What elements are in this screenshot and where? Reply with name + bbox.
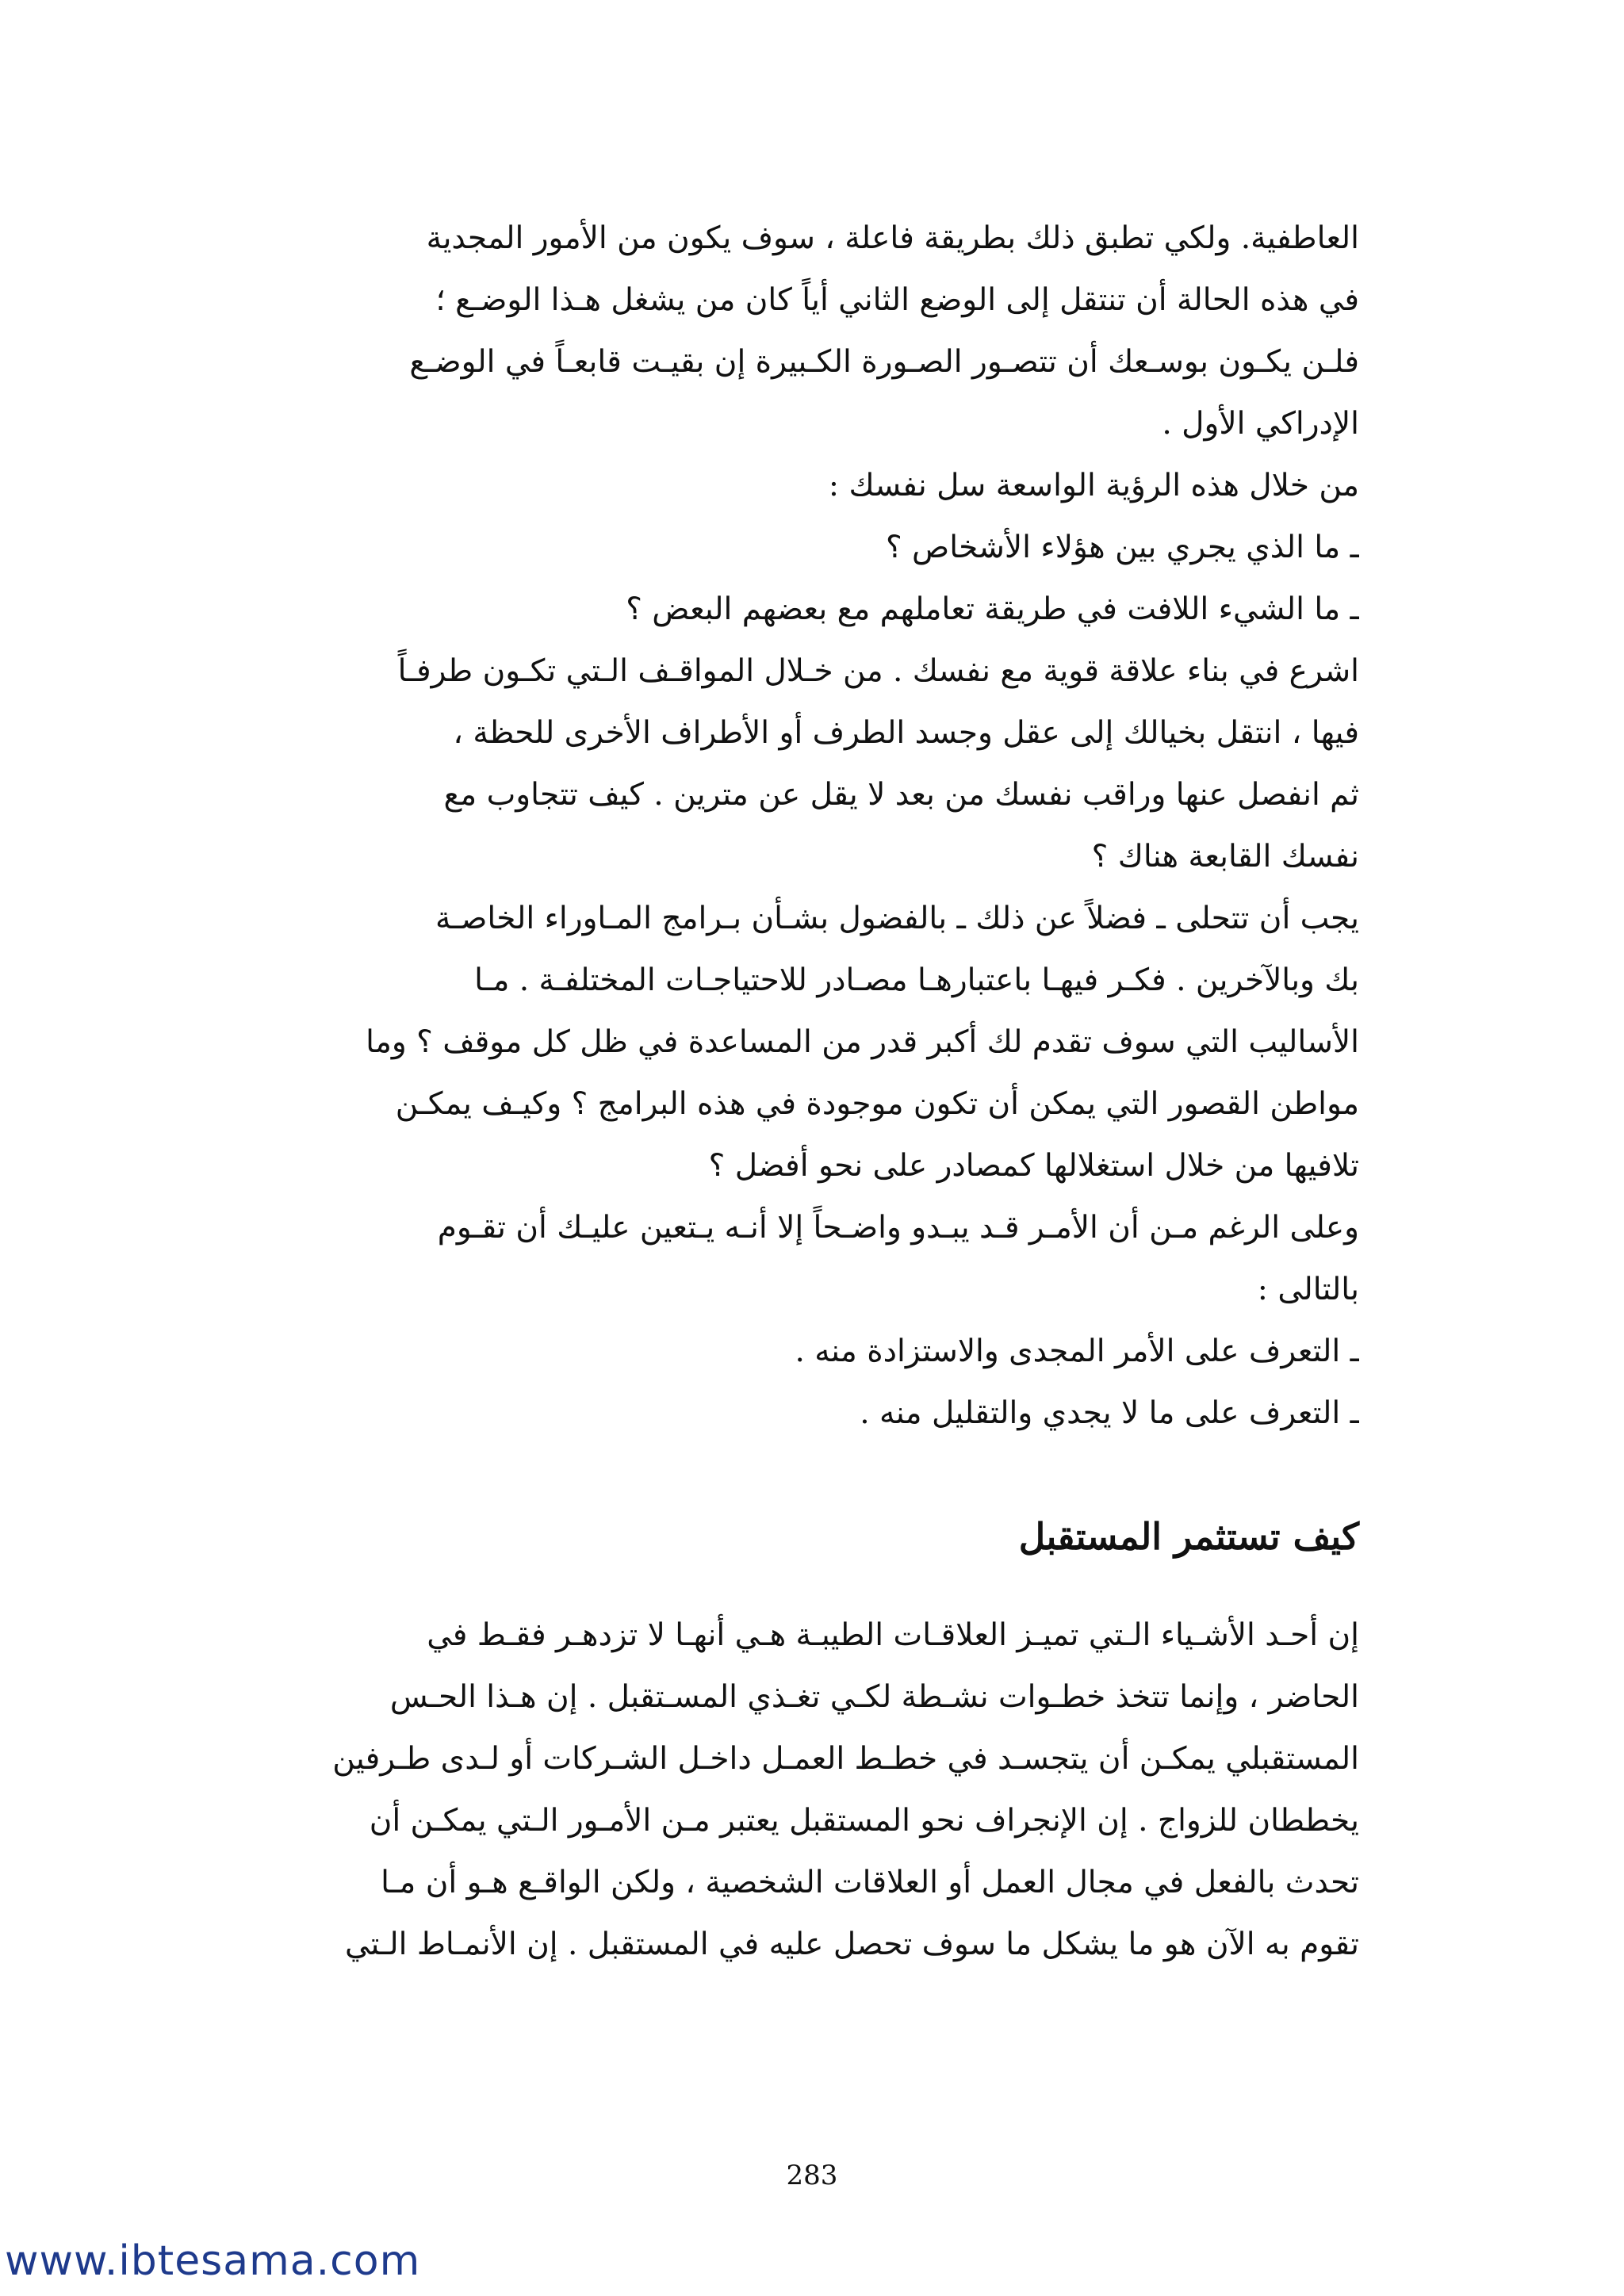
text-line: نفسك القابعة هناك ؟ [1091,839,1359,874]
text-line: اشرع في بناء علاقة قوية مع نفسك . من خـلال المواقـف الـتي تكـون طرفـاً [397,653,1359,689]
text-line: في هذه الحالة أن تنتقل إلى الوضع الثاني أياً كان من يشغل هـذا الوضـع ؛ [435,282,1359,318]
text-line [276,888,1359,950]
text-line: الأساليب التي سوف تقدم لك أكبر قدر من المساعدة في ظل كل موقف ؟ وما [366,1024,1359,1060]
text-line: ثم انفصل عنها وراقب نفسك من بعد لا يقل عن مترين . كيف تتجاوب مع [443,777,1359,813]
section-heading: كيف تستثمر المستقبل [1018,1515,1359,1558]
text-line: ـ التعرف على الأمر المجدى والاستزادة منه . [795,1334,1359,1369]
bullet-text: من خلال هذه الرؤية الواسعة سل نفسك : [828,468,1359,503]
text-line: بالتالى : [1257,1272,1359,1307]
bullet-text: وعلى الرغم مـن أن الأمـر قـد يبـدو واضـحاً إلا أنـه يـتعين عليـك أن تقـوم [437,1210,1359,1246]
text-line: ـ التعرف على ما لا يجدي والتقليل منه . [860,1395,1359,1431]
text-line: مواطن القصور التي يمكن أن تكون موجودة في هذه البرامج ؟ وكيـف يمكـن [395,1086,1359,1122]
text-line: ـ ما الشيء اللافت في طريقة تعاملهم مع بعضهم البعض ؟ [626,591,1359,627]
text-line: إن أحـد الأشـياء الـتي تميـز العلاقـات الطيبـة هـي أنهـا لا تزدهـر فقـط في [427,1617,1359,1653]
text-line: المستقبلي يمكـن أن يتجسـد في خطـط العمـل داخـل الشـركات أو لـدى طـرفين [332,1741,1359,1777]
text-line: الحاضر ، وإنما تتخذ خطـوات نشـطة لكـي تغـذي المسـتقبل . إن هـذا الحـس [389,1679,1359,1715]
text-line: تحدث بالفعل في مجال العمل أو العلاقات الشخصية ، ولكن الواقـع هـو أن مـا [381,1865,1359,1900]
middle-paragraph [276,641,1359,888]
watermark-url: www.ibtesama.com [5,2237,421,2285]
text-line [276,1197,1359,1259]
text-line: الإدراكي الأول . [1162,406,1359,442]
text-line: فلـن يكـون بوسـعك أن تتصـور الصـورة الكـبيرة إن بقيـت قابعـاً في الوضـع [409,344,1359,380]
bullet-item-recognition [276,1197,1359,1445]
text-line: يخططان للزواج . إن الإنجراف نحو المستقبل يعتبر مـن الأمـور الـتي يمكـن أن [369,1803,1359,1839]
page-number: 283 [786,2160,838,2191]
page-body [276,208,1359,1976]
text-line: تقوم به الآن هو ما يشكل ما سوف تحصل عليه في المستقبل . إن الأنمـاط الـتي [345,1927,1359,1962]
text-line: ـ ما الذي يجري بين هؤلاء الأشخاص ؟ [885,530,1359,565]
bullet-text: يجب أن تتحلى ـ فضلاً عن ذلك ـ بالفضول بشـأن بـرامج المـاوراء الخاصـة [435,901,1359,936]
text-line: العاطفية. ولكي تطبق ذلك بطريقة فاعلة ، سوف يكون من الأمور المجدية [426,220,1359,256]
text-line: بك وبالآخرين . فكـر فيهـا باعتبارهـا مصـادر للاحتياجـات المختلفـة . مـا [474,962,1359,998]
opening-paragraph [276,208,1359,455]
bullet-item-meta-programs [276,888,1359,1197]
bullet-item-self-questions [276,455,1359,641]
text-line: فيها ، انتقل بخيالك إلى عقل وجسد الطرف أو الأطراف الأخرى للحظة ، [453,715,1359,751]
section-paragraph [276,1605,1359,1976]
text-line [276,455,1359,517]
text-line: تلافيها من خلال استغلالها كمصادر على نحو أفضل ؟ [708,1148,1359,1184]
